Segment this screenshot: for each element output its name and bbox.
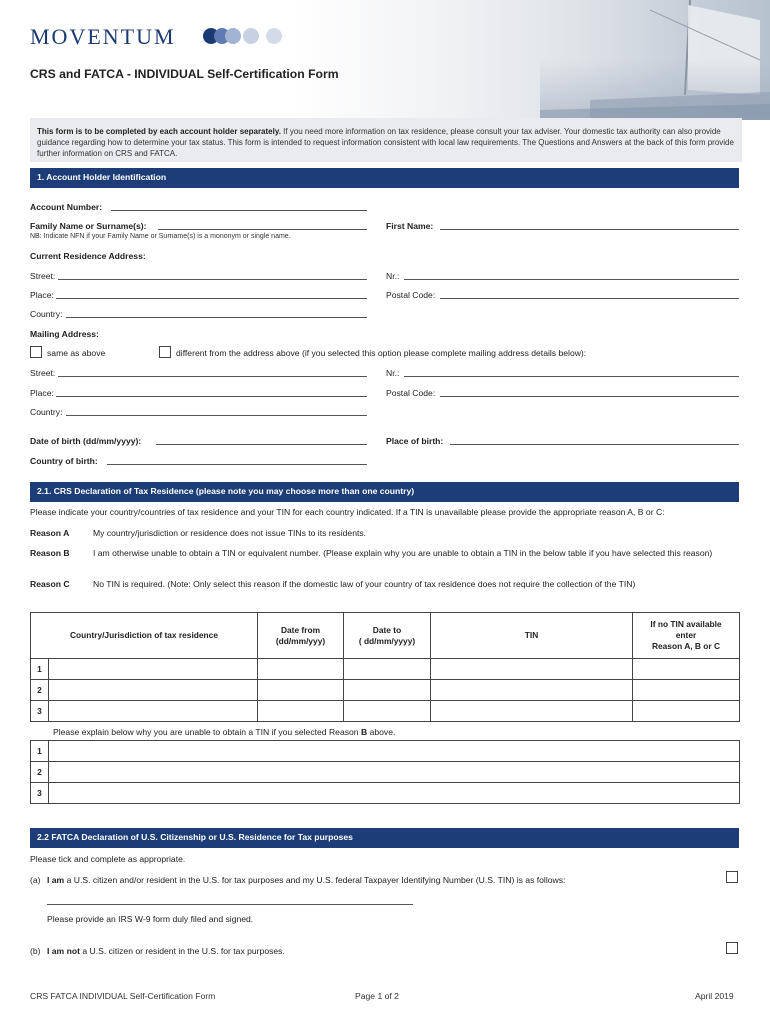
country-cell[interactable] [49, 701, 258, 722]
section-2-2-header: 2.2 FATCA Declaration of U.S. Citizenship or U.S. Residence for Tax purposes [30, 828, 739, 848]
footer-form-name: CRS FATCA INDIVIDUAL Self-Certification Form [30, 991, 216, 1001]
option-a-rest: a U.S. citizen and/or resident in the U.S. for tax purposes and my U.S. federal Taxpayer Identifying Number (U.S. TIN) is as follows: [64, 875, 566, 885]
nr-label: Nr.: [386, 271, 400, 281]
country-label: Country: [30, 309, 63, 319]
intro-bold-text: This form is to be completed by each account holder separately. [37, 127, 281, 136]
table-row [31, 680, 740, 701]
place-field[interactable] [56, 298, 367, 299]
row-number: 3 [31, 701, 49, 722]
country-cell[interactable] [49, 680, 258, 701]
name-note: NB: Indicate NFN if your Family Name or Surname(s) is a mononym or single name. [30, 233, 291, 240]
explanation-cell[interactable] [49, 783, 740, 804]
reason-b-key: Reason B [30, 548, 70, 558]
row-number: 3 [31, 783, 49, 804]
account-number-label: Account Number: [30, 202, 103, 212]
intro-box [30, 118, 742, 162]
section-2-1-header: 2.1. CRS Declaration of Tax Residence (please note you may choose more than one country) [30, 482, 739, 502]
form-title: CRS and FATCA - INDIVIDUAL Self-Certification Form [30, 67, 339, 81]
explain-text: Please explain below why you are unable to obtain a TIN if you selected Reason [53, 727, 361, 737]
mailing-place-label: Place: [30, 388, 54, 398]
explain-reason-b-text [53, 727, 395, 737]
reason-cell[interactable] [633, 680, 740, 701]
row-number: 2 [31, 762, 49, 783]
date-from-cell[interactable] [258, 701, 344, 722]
reason-c-text: No TIN is required. (Note: Only select this reason if the domestic law of your country of tax residence does not require the collection of the TIN) [93, 579, 636, 589]
row-number: 1 [31, 741, 49, 762]
reason-a-key: Reason A [30, 528, 70, 538]
explanation-cell[interactable] [49, 762, 740, 783]
date-of-birth-label: Date of birth (dd/mm/yyyy): [30, 436, 142, 446]
first-name-label: First Name: [386, 221, 434, 231]
section-1-header: 1. Account Holder Identification [30, 168, 739, 188]
option-b-bold: I am not [47, 946, 80, 956]
reason-cell[interactable] [633, 701, 740, 722]
reason-a-text: My country/jurisdiction or residence does not issue TINs to its residents. [93, 528, 367, 538]
table-header-row [31, 613, 740, 659]
date-from-column-header: Date from (dd/mm/yyy) [258, 613, 344, 659]
first-name-field[interactable] [440, 229, 739, 230]
tin-column-header: TIN [431, 613, 633, 659]
explain-bold: B [360, 727, 368, 737]
street-field[interactable] [58, 279, 367, 280]
date-of-birth-field[interactable] [156, 444, 367, 445]
country-cell[interactable] [49, 659, 258, 680]
table-row [31, 701, 740, 722]
date-from-cell[interactable] [258, 680, 344, 701]
nr-field[interactable] [404, 279, 739, 280]
date-to-cell[interactable] [344, 701, 431, 722]
date-to-cell[interactable] [344, 680, 431, 701]
tin-cell[interactable] [431, 701, 633, 722]
tin-cell[interactable] [431, 680, 633, 701]
mailing-postal-code-label: Postal Code: [386, 388, 436, 398]
account-number-field[interactable] [111, 210, 367, 211]
same-as-above-label: same as above [47, 348, 106, 358]
mailing-nr-field[interactable] [404, 376, 739, 377]
fatca-instruction: Please tick and complete as appropriate. [30, 854, 186, 864]
mailing-address-heading: Mailing Address: [30, 329, 99, 339]
tin-cell[interactable] [431, 659, 633, 680]
page-header [0, 0, 770, 120]
sea-gradient [540, 60, 770, 120]
place-of-birth-field[interactable] [450, 444, 739, 445]
residence-address-heading: Current Residence Address: [30, 251, 146, 261]
tax-residence-table [30, 612, 740, 722]
footer-page-number: Page 1 of 2 [355, 991, 399, 1001]
country-column-header: Country/Jurisdiction of tax residence [31, 613, 258, 659]
explanation-cell[interactable] [49, 741, 740, 762]
different-address-checkbox[interactable] [159, 346, 171, 358]
explanation-table [30, 740, 740, 804]
option-a-text [47, 875, 565, 885]
different-address-label: different from the address above (if you selected this option please complete mailing address details below): [176, 348, 587, 358]
country-of-birth-label: Country of birth: [30, 456, 98, 466]
intro-text: If you need more information on tax residence, please consult your tax adviser. Your domestic tax authority can also provide guidance regarding how to determine your tax status. This form is intended to request information consistent with local law requirements. The Questions and Answers at the back of this form provide further information on CRS and FATCA. [37, 127, 734, 158]
family-name-field[interactable] [158, 229, 367, 230]
option-a-prefix: (a) [30, 875, 41, 885]
country-of-birth-field[interactable] [107, 464, 367, 465]
country-field[interactable] [66, 317, 367, 318]
mailing-postal-code-field[interactable] [440, 396, 739, 397]
table-row [31, 659, 740, 680]
reason-column-header: If no TIN available enter Reason A, B or C [633, 613, 740, 659]
option-b-prefix: (b) [30, 946, 41, 956]
logo-text: MOVENTUM [30, 24, 176, 49]
mailing-street-label: Street: [30, 368, 56, 378]
place-of-birth-label: Place of birth: [386, 436, 444, 446]
row-number: 1 [31, 659, 49, 680]
family-name-label: Family Name or Surname(s): [30, 221, 147, 231]
reason-cell[interactable] [633, 659, 740, 680]
explain-end: above. [367, 727, 396, 737]
date-to-column-header: Date to ( dd/mm/yyyy) [344, 613, 431, 659]
us-tin-field[interactable] [47, 904, 413, 905]
mailing-country-label: Country: [30, 407, 63, 417]
postal-code-label: Postal Code: [386, 290, 436, 300]
reason-c-key: Reason C [30, 579, 70, 589]
mailing-country-field[interactable] [66, 415, 367, 416]
table-row [31, 762, 740, 783]
date-from-cell[interactable] [258, 659, 344, 680]
reason-b-text: I am otherwise unable to obtain a TIN or equivalent number. (Please explain why you are unable to obtain a TIN in the below table if you have selected this reason) [93, 548, 713, 558]
mailing-street-field[interactable] [58, 376, 367, 377]
option-b-rest: a U.S. citizen or resident in the U.S. for tax purposes. [79, 946, 285, 956]
crs-instruction: Please indicate your country/countries of tax residence and your TIN for each country indicated. If a TIN is unavailable please provide the appropriate reason A, B or C: [30, 507, 665, 517]
option-b-text [47, 946, 285, 956]
mailing-nr-label: Nr.: [386, 368, 400, 378]
date-to-cell[interactable] [344, 659, 431, 680]
mailing-place-field[interactable] [56, 396, 367, 397]
place-label: Place: [30, 290, 54, 300]
row-number: 2 [31, 680, 49, 701]
street-label: Street: [30, 271, 56, 281]
option-a-bold: I am [47, 875, 65, 885]
same-as-above-checkbox[interactable] [30, 346, 42, 358]
table-row [31, 741, 740, 762]
irs-note: Please provide an IRS W-9 form duly filed and signed. [47, 914, 254, 924]
option-a-checkbox[interactable] [726, 871, 738, 883]
footer-date: April 2019 [695, 991, 734, 1001]
postal-code-field[interactable] [440, 298, 739, 299]
table-row [31, 783, 740, 804]
option-b-checkbox[interactable] [726, 942, 738, 954]
